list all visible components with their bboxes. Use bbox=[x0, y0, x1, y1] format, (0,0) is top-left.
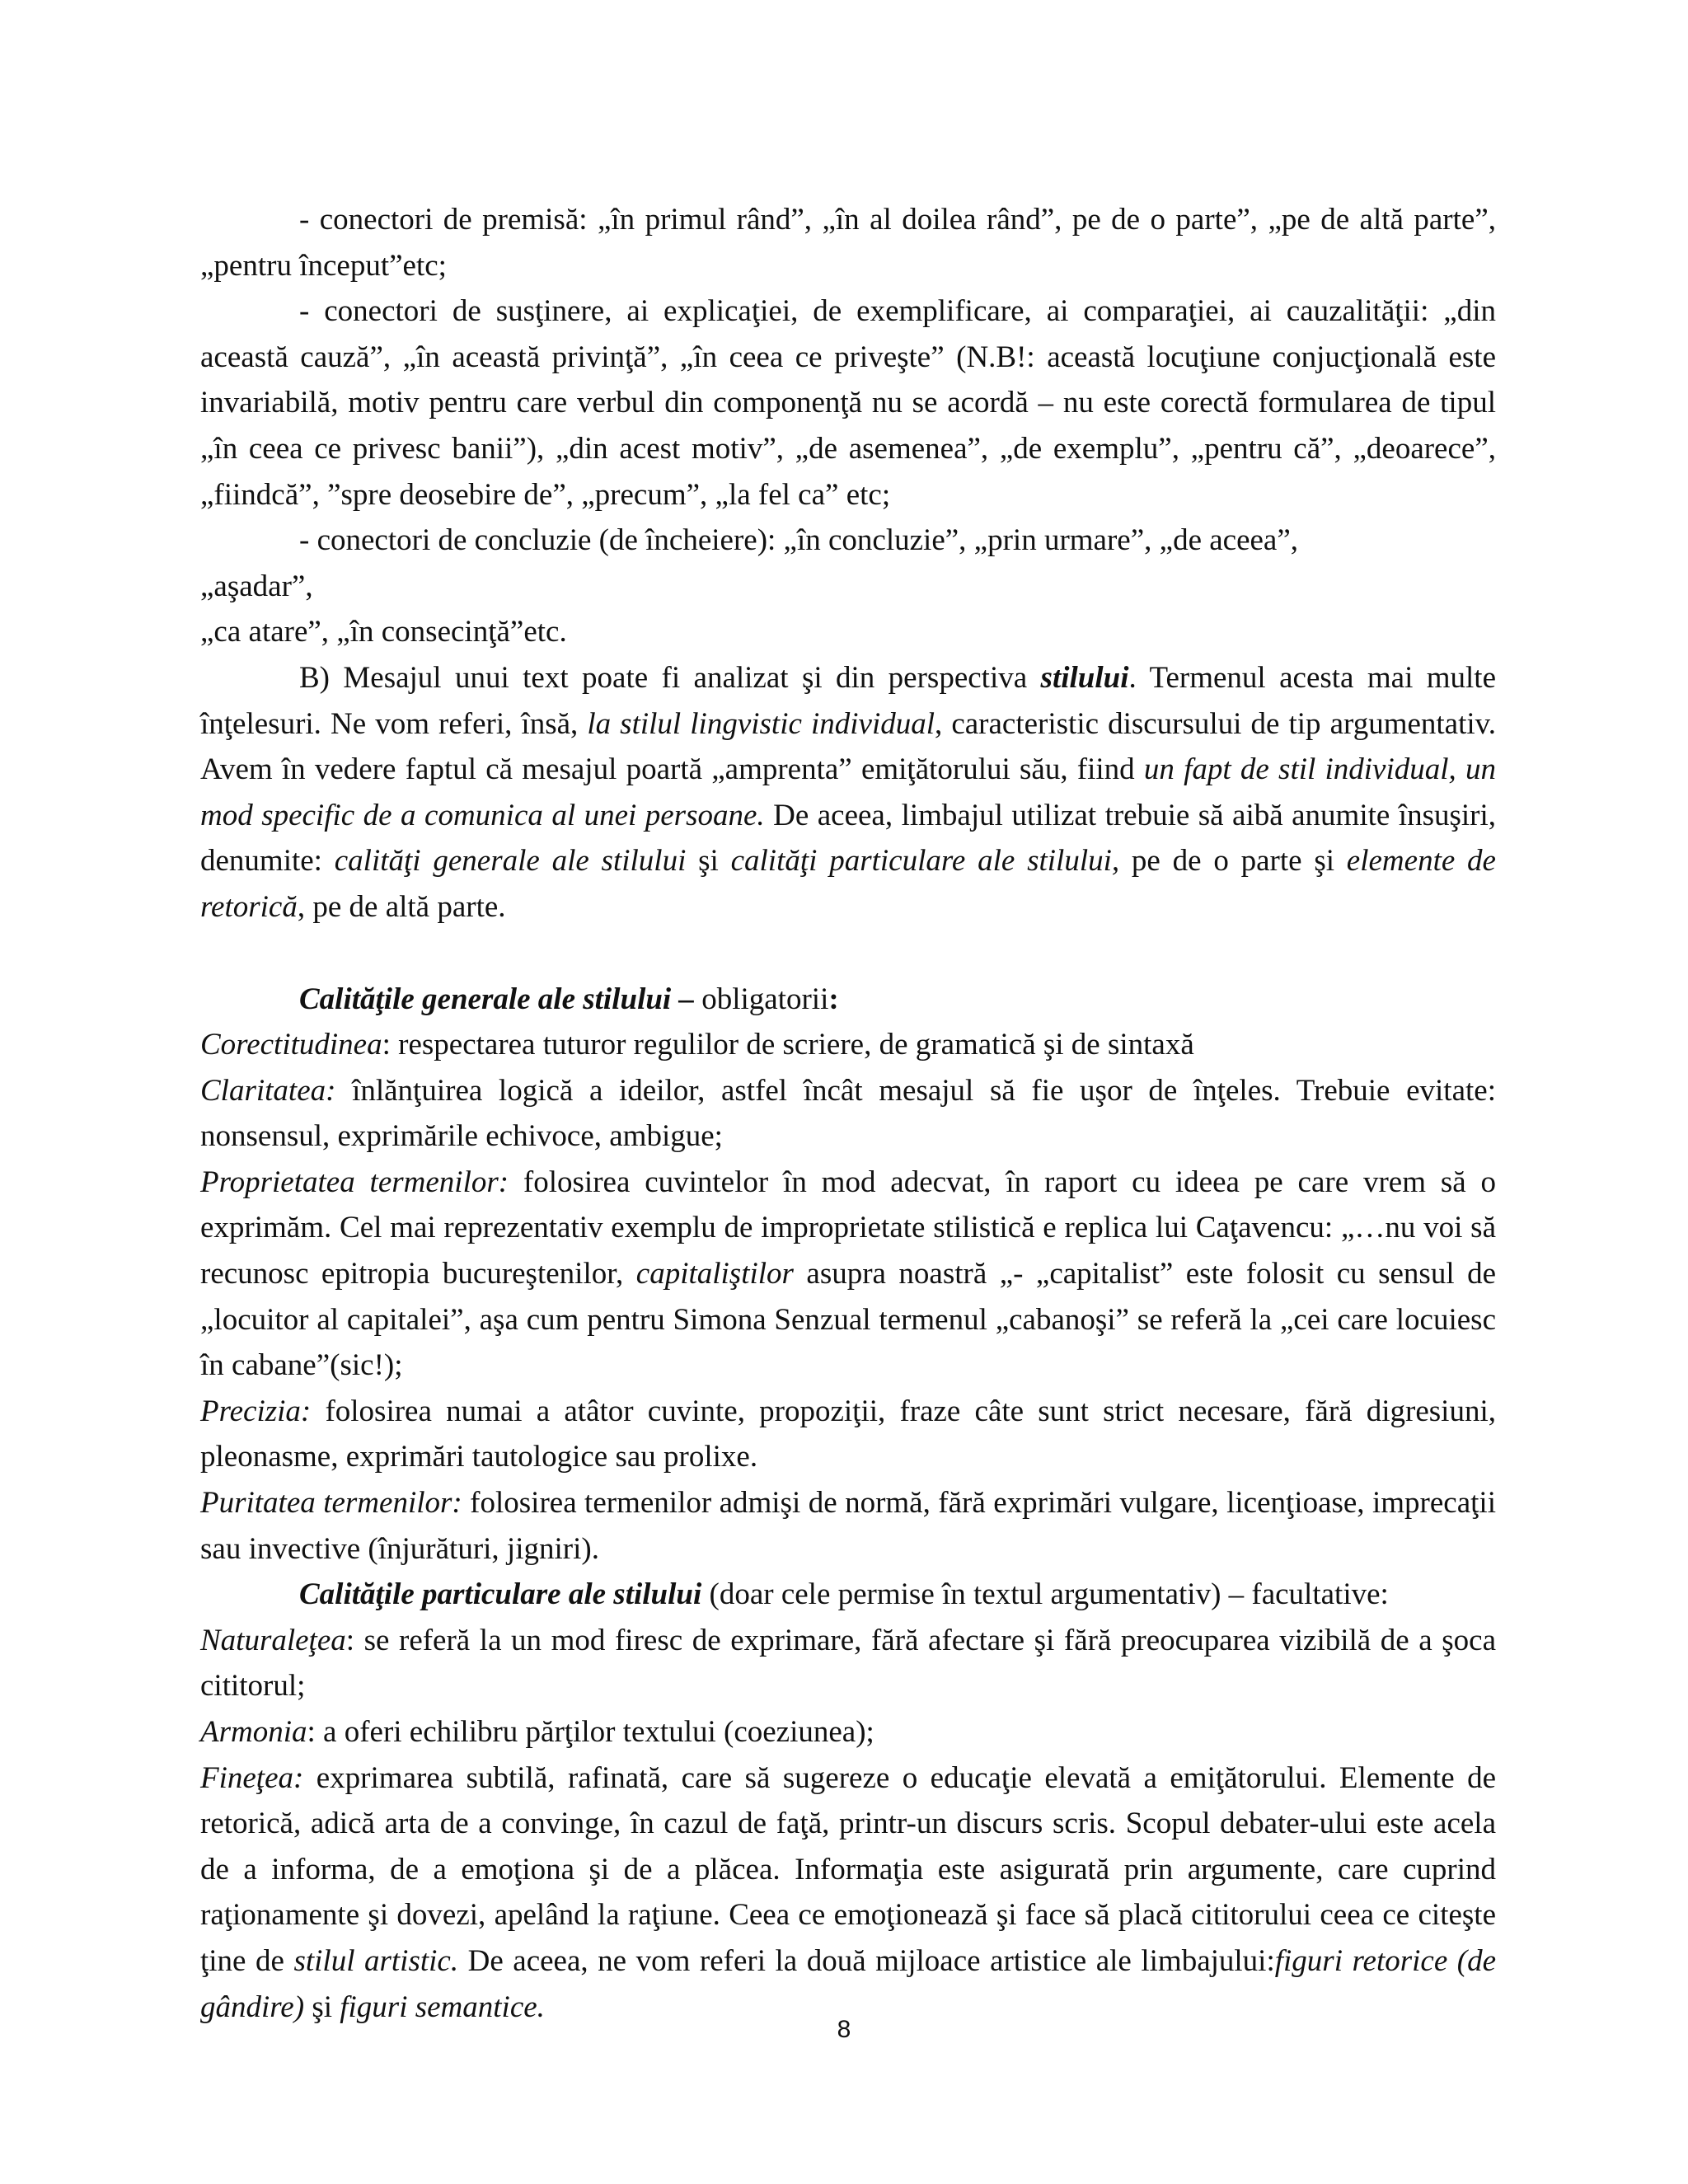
item-precizia: Precizia: folosirea numai a atâtor cuvinte, propoziţii, fraze câte sunt strict necesare, fără digresiuni, pleonasme, exprimări tautologice sau prolixe. bbox=[200, 1394, 1496, 1474]
paragraph-style-intro: B) Mesajul unui text poate fi analizat şi din perspectiva stilului. Termenul acesta mai multe înţelesuri. Ne vom referi, însă, la stilul lingvistic individual, caracteristic discursului de tip argumentativ. Avem în vedere faptul că mesajul poartă „amprenta” emiţătorului său, fiind un fapt de stil individual, un mod specific de a comunica al unei persoane. De aceea, limbajul utilizat trebuie să aibă anumite însuşiri, denumite: calităţi generale ale stilului şi calităţi particulare ale stilului, pe de o parte şi elemente de retorică, pe de altă parte. bbox=[200, 660, 1497, 924]
blank-line bbox=[200, 930, 1496, 977]
item-proprietatea: Proprietatea termenilor: folosirea cuvintelor în mod adecvat, în raport cu ideea pe care vrem să o exprimăm. Cel mai reprezentativ exemplu de improprietate stilistică e replica lui Caţavencu: „…nu voi să recunosc epitropia bucureştenilor, capitaliştilor asupra noastră „- „capitalist” este folosit cu sensul de „locuitor al capitalei”, aşa cum pentru Simona Senzual termenul „cabanoşi” se referă la „cei care locuiesc în cabane”(sic!); bbox=[200, 1165, 1496, 1383]
body-text bbox=[200, 197, 1496, 2030]
paragraph-conclusion-connectors: - conectori de concluzie (de încheiere): „în concluzie”, „prin urmare”, „de aceea”, bbox=[299, 523, 1299, 558]
item-armonia: Armonia: a oferi echilibru părţilor textului (coeziunea); bbox=[200, 1715, 874, 1749]
paragraph-conclusion-line2: „aşadar”, bbox=[200, 569, 313, 603]
item-finetea: Fineţea: exprimarea subtilă, rafinată, care să sugereze o educaţie elevată a emiţătorului. Elemente de retorică, adică arta de a convinge, în cazul de faţă, printr-un discurs scris. Scopul debater-ului este acela de a informa, de a emoţiona şi de a plăcea. Informaţia este asigurată prin argumente, care cuprind raţionamente şi dovezi, apelând la raţiune. Ceea ce emoţionează şi face să placă cititorului ceea ce citeşte ţine de stilul artistic. De aceea, ne vom referi la două mijloace artistice ale limbajului:figuri retorice (de gândire) şi figuri semantice. bbox=[200, 1760, 1497, 2024]
item-claritatea: Claritatea: înlănţuirea logică a ideilor, astfel încât mesajul să fie uşor de înţeles. Trebuie evitate: nonsensul, exprimările echivoce, ambigue; bbox=[200, 1073, 1496, 1154]
heading-particular-qualities: Calităţile particulare ale stilului (doar cele permise în textul argumentativ) – facultative: bbox=[299, 1577, 1389, 1612]
item-corectitudinea: Corectitudinea: respectarea tuturor regulilor de scriere, de gramatică şi de sintaxă bbox=[200, 1028, 1194, 1062]
paragraph-conclusion-line3: „ca atare”, „în consecinţă”etc. bbox=[200, 615, 567, 649]
heading-general-qualities: Calităţile generale ale stilului – obligatorii: bbox=[299, 982, 839, 1016]
page-number: 8 bbox=[837, 2016, 851, 2043]
item-naturaletea: Naturaleţea: se referă la un mod firesc de exprimare, fără afectare şi fără preocuparea vizibilă de a şoca cititorul; bbox=[200, 1623, 1496, 1704]
paragraph-support-connectors: - conectori de susţinere, ai explicaţiei, de exemplificare, ai comparaţiei, ai cauzalităţii: „din această cauză”, „în această privinţă”, „în ceea ce priveşte” (N.B!: această locuţiune conjucţională este invariabilă, motiv pentru care verbul din componenţă nu se acordă – nu este corectă formularea de tipul „în ceea ce privesc banii”), „din acest motiv”, „de asemenea”, „de exemplu”, „pentru că”, „deoarece”, „fiindcă”, ”spre deosebire de”, „precum”, „la fel ca” etc; bbox=[200, 294, 1496, 512]
paragraph-premise-connectors: - conectori de premisă: „în primul rând”, „în al doilea rând”, pe de o parte”, „pe de altă parte”, „pentru început”etc; bbox=[200, 203, 1496, 283]
item-puritatea: Puritatea termenilor: folosirea termenilor admişi de normă, fără exprimări vulgare, licenţioase, imprecaţii sau invective (înjurături, jigniri). bbox=[200, 1486, 1496, 1566]
